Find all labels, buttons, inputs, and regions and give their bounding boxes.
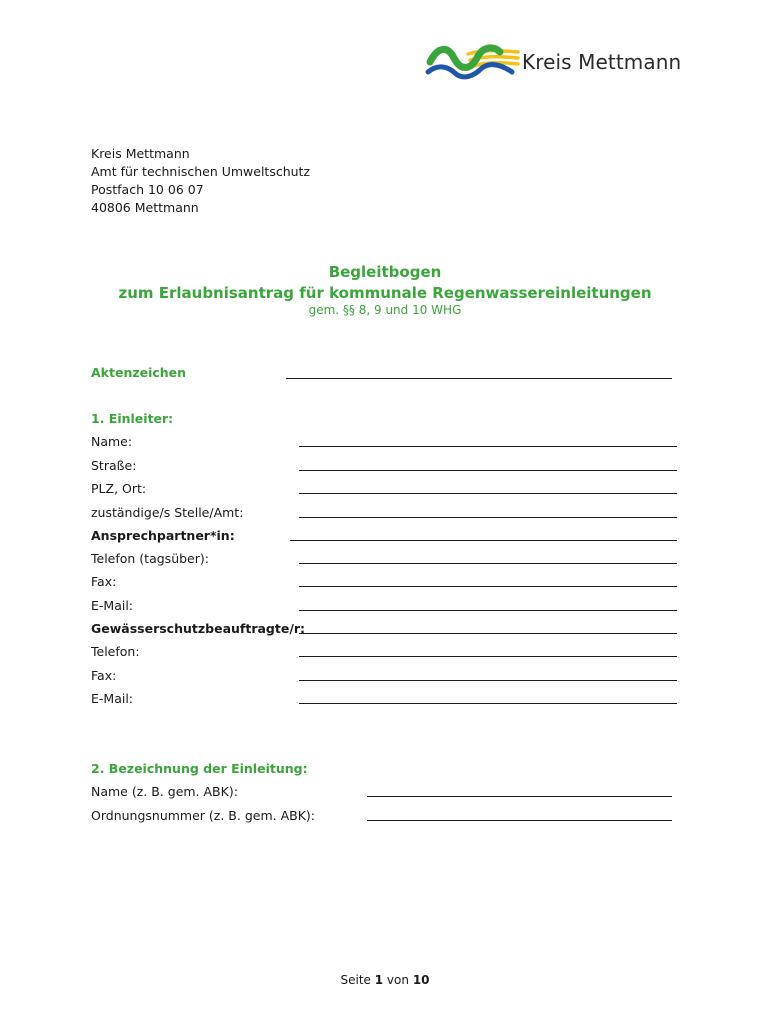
strasse-input-line[interactable] bbox=[299, 470, 677, 471]
email-input-line[interactable] bbox=[299, 610, 677, 611]
page-footer bbox=[0, 973, 770, 987]
logo-text: Kreis Mettmann bbox=[522, 50, 682, 74]
field-label-abk-name: Name (z. B. gem. ABK): bbox=[91, 784, 238, 799]
address-line: Postfach 10 06 07 bbox=[91, 182, 204, 197]
address-line: Kreis Mettmann bbox=[91, 146, 190, 161]
plz-ort-input-line[interactable] bbox=[299, 493, 677, 494]
footer-total-pages: 10 bbox=[412, 973, 430, 987]
aktenzeichen-input-line[interactable] bbox=[286, 378, 672, 379]
ansprechpartner-input-line[interactable] bbox=[290, 540, 677, 541]
field-label-telefon-tagsueber: Telefon (tagsüber): bbox=[91, 551, 209, 566]
document-title: Begleitbogen bbox=[328, 263, 442, 281]
legal-reference: gem. §§ 8, 9 und 10 WHG bbox=[308, 303, 462, 317]
address-line: Amt für technischen Umweltschutz bbox=[91, 164, 311, 179]
field-label-strasse: Straße: bbox=[91, 458, 137, 473]
zustaendige-stelle-input-line[interactable] bbox=[299, 517, 677, 518]
telefon-tagsueber-input-line[interactable] bbox=[299, 563, 677, 564]
name-input-line[interactable] bbox=[299, 446, 677, 447]
fax-2-input-line[interactable] bbox=[299, 680, 677, 681]
footer-middle: von bbox=[386, 973, 409, 987]
field-label-fax: Fax: bbox=[91, 574, 117, 589]
email-2-input-line[interactable] bbox=[299, 703, 677, 704]
field-label-gewaesserschutzbeauftragte: Gewässerschutzbeauftragte/r: bbox=[91, 621, 306, 636]
field-label-plz-ort: PLZ, Ort: bbox=[91, 481, 147, 496]
footer-page-number: 1 bbox=[374, 973, 384, 987]
ordnungsnummer-input-line[interactable] bbox=[367, 820, 672, 821]
section-einleiter-title: 1. Einleiter: bbox=[91, 411, 174, 426]
field-label-ordnungsnummer: Ordnungsnummer (z. B. gem. ABK): bbox=[91, 808, 315, 823]
field-label-ansprechpartner: Ansprechpartner*in: bbox=[91, 528, 235, 543]
kreis-mettmann-logo bbox=[424, 42, 684, 86]
field-label-name: Name: bbox=[91, 434, 133, 449]
field-label-email-2: E-Mail: bbox=[91, 691, 134, 706]
gewaesserschutzbeauftragte-input-line[interactable] bbox=[299, 633, 677, 634]
document-subtitle: zum Erlaubnisantrag für kommunale Regenwassereinleitungen bbox=[118, 284, 652, 302]
field-label-fax-2: Fax: bbox=[91, 668, 117, 683]
aktenzeichen-label: Aktenzeichen bbox=[91, 365, 187, 380]
footer-prefix: Seite bbox=[340, 973, 371, 987]
telefon-input-line[interactable] bbox=[299, 656, 677, 657]
section-bezeichnung-title: 2. Bezeichnung der Einleitung: bbox=[91, 761, 308, 776]
logo-wave-icon bbox=[424, 42, 520, 86]
fax-input-line[interactable] bbox=[299, 586, 677, 587]
field-label-email: E-Mail: bbox=[91, 598, 134, 613]
address-line: 40806 Mettmann bbox=[91, 200, 199, 215]
field-label-telefon: Telefon: bbox=[91, 644, 140, 659]
abk-name-input-line[interactable] bbox=[367, 796, 672, 797]
field-label-zustaendige-stelle: zuständige/s Stelle/Amt: bbox=[91, 505, 244, 520]
recipient-address bbox=[91, 145, 310, 217]
